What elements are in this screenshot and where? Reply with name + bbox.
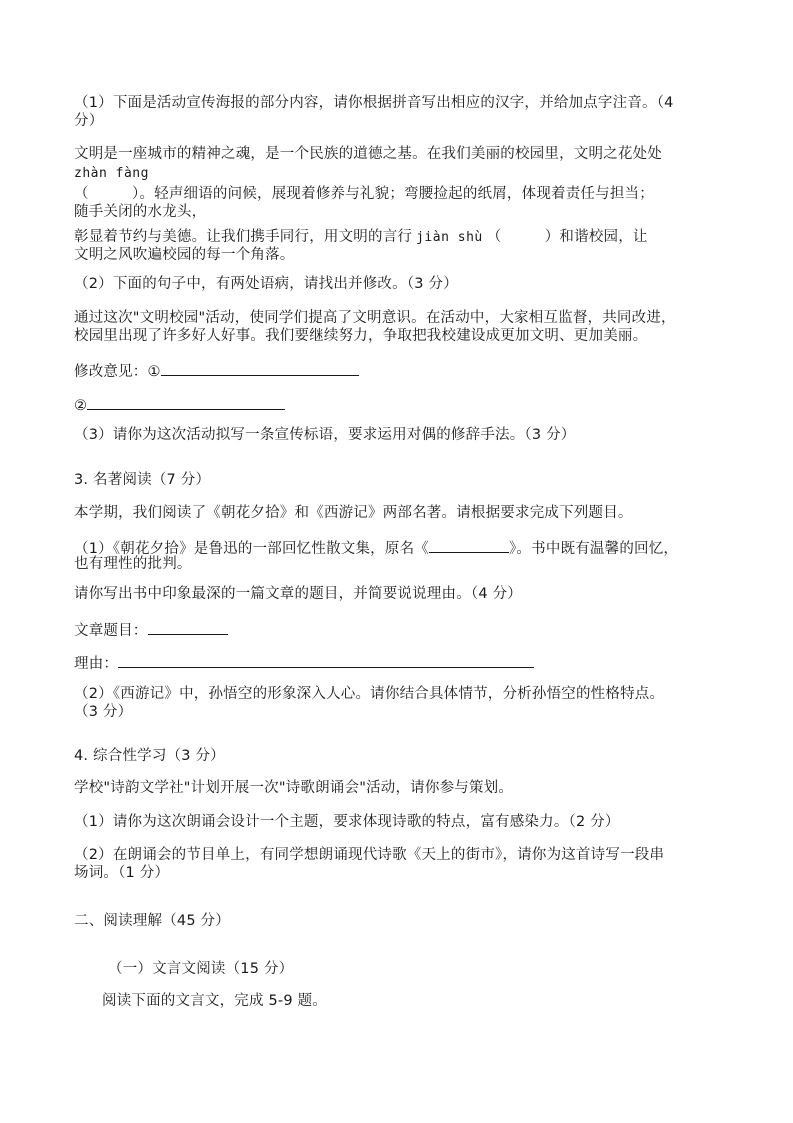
answer-paren-2[interactable]: （ ）	[486, 229, 560, 245]
edit-label: 修改意见：①	[74, 364, 161, 380]
section3-q2-line1: （2）《西游记》中，孙悟空的形象深入人心。请你结合具体情节，分析孙悟空的性格特点。	[74, 686, 665, 702]
section3-q2-line2: （3 分）	[74, 704, 133, 720]
section4-q2-line1: （2）在朗诵会的节目单上，有同学想朗诵现代诗歌《天上的街市》，请你为这首诗写一段串	[74, 847, 665, 863]
pinyin-jian-shu: jiàn shù	[416, 230, 483, 245]
q1-paragraph-line1: 文明是一座城市的精神之魂，是一个民族的道德之基。在我们美丽的校园里，文明之花处处	[74, 146, 662, 162]
edit-suggestion-row-2	[74, 395, 285, 415]
section3-q1-line2: 也有理性的批判。	[74, 556, 192, 572]
q1-paragraph-line3: 随手关闭的水龙头，	[74, 204, 207, 220]
reason-label: 理由：	[74, 656, 119, 672]
section4-q2-line2: 场词。（1 分）	[74, 865, 170, 881]
part2-subsection: （一）文言文阅读（15 分）	[108, 961, 294, 977]
section4-q1: （1）请你为这次朗诵会设计一个主题，要求体现诗歌的特点，富有感染力。（2 分）	[74, 814, 620, 830]
section3-title: 3. 名著阅读（7 分）	[74, 472, 211, 488]
answer-blank-edit-1[interactable]	[161, 361, 359, 376]
answer-paren-1[interactable]: （ ）	[74, 186, 140, 202]
q2-sentence-line1: 通过这次"文明校园"活动，使同学们提高了文明意识。在活动中，大家相互监督，共同改进，	[74, 310, 676, 326]
article-title-row	[74, 620, 228, 640]
article-title-label: 文章题目：	[74, 623, 148, 639]
q1-paragraph-line2: （ ）。轻声细语的问候，展现着修养与礼貌；弯腰捡起的纸屑，体现着责任与担当；	[74, 186, 654, 202]
reason-row	[74, 653, 534, 673]
q1-heading: （1）下面是活动宣传海报的部分内容，请你根据拼音写出相应的汉字，并给加点字注音。（4	[74, 95, 674, 111]
section3-intro: 本学期，我们阅读了《朝花夕拾》和《西游记》两部名著。请根据要求完成下列题目。	[74, 505, 633, 521]
q2-sentence-line2: 校园里出现了许多好人好事。我们要继续努力，争取把我校建设成更加文明、更加美丽。	[74, 328, 648, 344]
answer-blank-original-title[interactable]	[429, 538, 509, 553]
section3-ask: 请你写出书中印象最深的一篇文章的题目，并简要说说理由。（4 分）	[74, 586, 522, 602]
edit-suggestion-row	[74, 361, 359, 381]
section3-q1-line1: （1）《朝花夕拾》是鲁迅的一部回忆性散文集，原名《 》。书中既有温馨的回忆，	[74, 538, 678, 558]
pinyin-zhan-fang: zhàn fàng	[74, 166, 149, 181]
part2-title: 二、阅读理解（45 分）	[74, 913, 230, 929]
answer-blank-reason[interactable]	[118, 653, 534, 668]
q1-heading-cont: 分）	[74, 113, 104, 129]
part2-instruction: 阅读下面的文言文，完成 5-9 题。	[102, 993, 327, 1009]
answer-blank-article-title[interactable]	[148, 620, 228, 635]
q1-paragraph-line4: 彰显着节约与美德。让我们携手同行，用文明的言行 jiàn shù （ ）和谐校园，让	[74, 229, 648, 245]
section4-intro: 学校"诗韵文学社"计划开展一次"诗歌朗诵会"活动，请你参与策划。	[74, 780, 514, 796]
q2-heading: （2）下面的句子中，有两处语病，请找出并修改。（3 分）	[74, 276, 458, 292]
answer-blank-edit-2[interactable]	[87, 395, 285, 410]
q3-heading: （3）请你为这次活动拟写一条宣传标语，要求运用对偶的修辞手法。（3 分）	[74, 427, 576, 443]
second-mark: ②	[74, 398, 88, 414]
section4-title: 4. 综合性学习（3 分）	[74, 748, 225, 764]
q1-paragraph-line5: 文明之风吹遍校园的每一个角落。	[74, 247, 295, 263]
